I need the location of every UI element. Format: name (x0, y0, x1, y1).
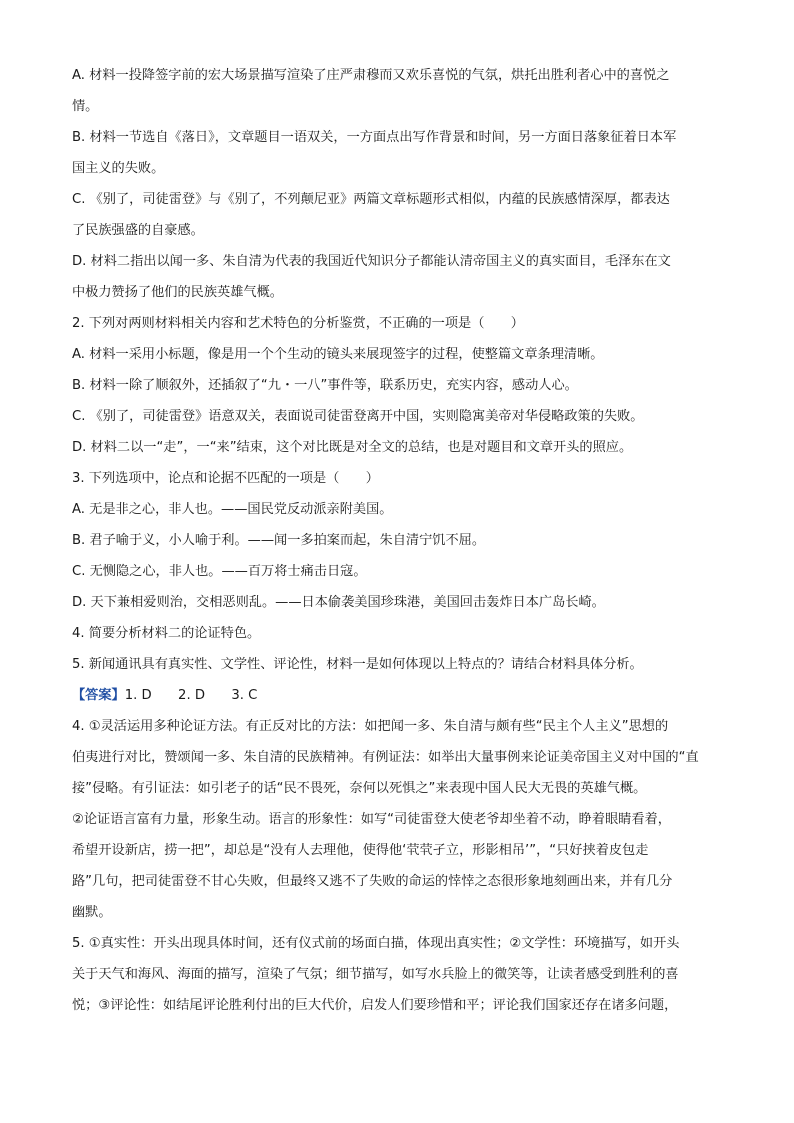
question-2-stem: 2. 下列对两则材料相关内容和艺术特色的分析鉴赏，不正确的一项是（ ） (72, 316, 524, 331)
text-line: D. 材料二以一“走”，一“来”结束，这个对比既是对全文的总结，也是对题目和文章开头的照应。 (72, 440, 633, 455)
text-line: D. 天下兼相爱则治，交相恶则乱。——日本偷袭美国珍珠港，美国回击轰炸日本广岛长崎。 (72, 595, 605, 610)
answer-text-line: 5. ①真实性：开头出现具体时间，还有仪式前的场面白描，体现出真实性；②文学性：环境描写，如开头 (72, 936, 680, 951)
answer-label: 【答案】 (72, 688, 125, 703)
answer-text-line: 接”侵略。有引证法：如引老子的话“民不畏死，奈何以死惧之”来表现中国人民大无畏的英雄气概。 (72, 781, 647, 796)
text-line: C. 《别了，司徒雷登》与《别了，不列颠尼亚》两篇文章标题形式相似，内蕴的民族感情深厚，都表达 (72, 192, 670, 207)
answer-text-line: 路”几句，把司徒雷登不甘心失败，但最终又逃不了失败的命运的悻悻之态很形象地刻画出来，并有几分 (72, 874, 673, 889)
text-line: 了民族强盛的自豪感。 (72, 223, 204, 238)
answer-line (72, 680, 724, 711)
answer-text-line: 4. ①灵活运用多种论证方法。有正反对比的方法：如把闻一多、朱自清与颇有些“民主个人主义”思想的 (72, 719, 669, 734)
text-line: C. 《别了，司徒雷登》语意双关，表面说司徒雷登离开中国，实则隐寓美帝对华侵略政策的失败。 (72, 409, 644, 424)
question-3-stem: 3. 下列选项中，论点和论据不匹配的一项是（ ） (72, 471, 379, 486)
answer-text-line: 希望开设新店，捞一把”，却总是“没有人去理他，使得他‘茕茕孑立，形影相吊’”，“只好挟着皮包走 (72, 843, 649, 858)
answer-text-line: 关于天气和海风、海面的描写，渲染了气氛；细节描写，如写水兵脸上的微笑等，让读者感受到胜利的喜 (72, 967, 679, 982)
answer-text-line: 幽默。 (72, 905, 112, 920)
text-line: A. 材料一投降签字前的宏大场景描写渲染了庄严肃穆而又欢乐喜悦的气氛，烘托出胜利者心中的喜悦之 (72, 68, 670, 83)
text-line: A. 材料一采用小标题，像是用一个个生动的镜头来展现签字的过程，使整篇文章条理清晰。 (72, 347, 604, 362)
text-line: B. 材料一除了顺叙外，还插叙了“九・一八”事件等，联系历史，充实内容，感动人心。 (72, 378, 578, 393)
text-line: A. 无是非之心，非人也。——国民党反动派亲附美国。 (72, 502, 393, 517)
document-page (72, 60, 724, 1021)
answer-items: 1. D 2. D 3. C (124, 688, 258, 703)
question-4-stem: 4. 简要分析材料二的论证特色。 (72, 626, 261, 641)
text-line: 情。 (72, 99, 99, 114)
text-line: D. 材料二指出以闻一多、朱自清为代表的我国近代知识分子都能认清帝国主义的真实面目，毛泽东在文 (72, 254, 671, 269)
answer-text-line: ②论证语言富有力量，形象生动。语言的形象性：如写“司徒雷登大使老爷却坐着不动，睁着眼睛看着， (72, 812, 671, 827)
answer-text-line: 伯夷进行对比，赞颂闻一多、朱自清的民族精神。有例证法：如举出大量事例来论证美帝国主义对中国的“直 (72, 750, 699, 765)
question-5-stem: 5. 新闻通讯具有真实性、文学性、评论性，材料一是如何体现以上特点的？请结合材料具体分析。 (72, 657, 643, 672)
text-line: 中极力赞扬了他们的民族英雄气概。 (72, 285, 283, 300)
text-line: C. 无恻隐之心，非人也。——百万将士痛击日寇。 (72, 564, 367, 579)
answer-text-line: 悦；③评论性：如结尾评论胜利付出的巨大代价，启发人们要珍惜和平；评论我们国家还存在诸多问题， (72, 998, 678, 1013)
text-line: B. 君子喻于义，小人喻于利。——闻一多拍案而起，朱自清宁饥不屈。 (72, 533, 486, 548)
text-line: 国主义的失败。 (72, 161, 165, 176)
text-line: B. 材料一节选自《落日》，文章题目一语双关，一方面点出写作背景和时间，另一方面日落象征着日本军 (72, 130, 677, 145)
